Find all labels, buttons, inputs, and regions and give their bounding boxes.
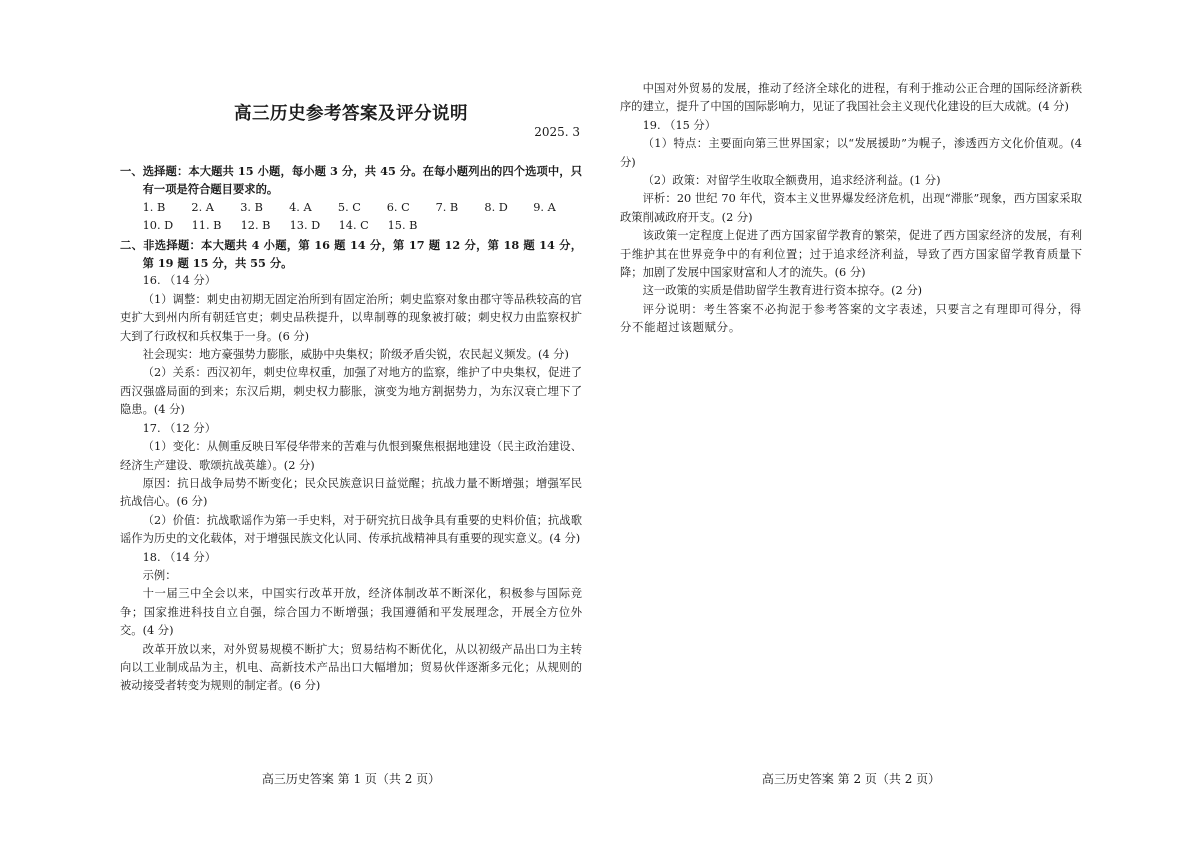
question-19-impact: 该政策一定程度上促进了西方国家留学教育的繁荣，促进了西方国家经济的发展，有利于维护其在世界竞争中的有利位置；过于追求经济利益，导致了西方国家留学教育质量下降；加剧了发展中国家财富和人才的流失。(6 分) (620, 229, 1082, 280)
mcq-answers-row-2 (120, 217, 582, 235)
mcq-answer: 3. B (240, 200, 263, 214)
question-19-part-1: （1）特点：主要面向第三世界国家；以“发展援助”为幌子，渗透西方文化价值观。(4 分) (620, 137, 1082, 169)
mcq-answer: 13. D (289, 219, 321, 233)
question-17-part-2: （2）价值：抗战歌谣作为第一手史料，对于研究抗日战争具有重要的史料价值；抗战歌谣作为历史的文化载体，对于增强民族文化认同、传承抗战精神具有重要的现实意义。(4 分) (120, 513, 582, 546)
question-18-conclusion: 中国对外贸易的发展，推动了经济全球化的进程，有利于推动公正合理的国际经济新秩序的建立，提升了中国的国际影响力，见证了我国社会主义现代化建设的巨大成就。(4 分) (620, 82, 1082, 114)
question-18-example-label: 示例： (142, 568, 177, 582)
mcq-answer: 15. B (387, 219, 418, 233)
question-18-heading: 18. （14 分） (142, 550, 217, 564)
question-18-paragraph-2: 改革开放以来，对外贸易规模不断扩大；贸易结构不断优化，从以初级产品出口为主转向以工业制成品为主，机电、高新技术产品出口大幅增加；贸易伙伴逐渐多元化；从规则的被动接受者转变为规则的制定者。(6 分) (120, 642, 582, 693)
page-footer-left: 高三历史答案 第 1 页（共 2 页） (261, 772, 441, 786)
mcq-answer: 12. B (240, 219, 271, 233)
mcq-answer: 2. A (191, 200, 214, 214)
left-page-body (120, 162, 582, 696)
mcq-answer: 10. D (142, 219, 174, 233)
question-16-heading: 16. （14 分） (142, 274, 217, 288)
right-page-body (620, 80, 1082, 338)
mcq-answers-row-1 (120, 199, 582, 217)
question-19-part-2: （2）政策：对留学生收取全额费用，追求经济利益。(1 分) (642, 174, 941, 188)
question-17-reasons: 原因：抗日战争局势不断变化；民众民族意识日益觉醒；抗战力量不断增强；增强军民抗战信心。(6 分) (120, 476, 582, 509)
question-19-evaluation: 评析：20 世纪 70 年代，资本主义世界爆发经济危机，出现“滞胀”现象，西方国家采取政策削减政府开支。(2 分) (620, 192, 1082, 224)
mcq-answer: 11. B (191, 219, 222, 233)
mcq-answer: 1. B (142, 200, 166, 214)
section-essay-heading: 二、非选择题：本大题共 4 小题，第 16 题 14 分，第 17 题 12 分，第 18 题 14 分，第 19 题 15 分，共 55 分。 (120, 237, 582, 271)
mcq-answer: 8. D (484, 200, 508, 214)
mcq-answer: 7. B (435, 200, 459, 214)
document-title: 高三历史参考答案及评分说明 (234, 104, 468, 124)
mcq-answer: 4. A (289, 200, 312, 214)
scoring-note: 评分说明：考生答案不必拘泥于参考答案的文字表述，只要言之有理即可得分，得分不能超过该题赋分。 (620, 302, 1082, 335)
mcq-answer: 5. C (337, 200, 361, 214)
question-17-heading: 17. （12 分） (142, 421, 217, 435)
question-19-essence: 这一政策的实质是借助留学生教育进行资本掠夺。(2 分) (642, 284, 923, 298)
mcq-answer: 6. C (386, 200, 410, 214)
mcq-answer: 9. A (533, 200, 556, 214)
question-18-paragraph-1: 十一届三中全会以来，中国实行改革开放，经济体制改革不断深化，积极参与国际竞争；国家推进科技自立自强，综合国力不断增强；我国遵循和平发展理念，开展全方位外交。(4 分) (120, 587, 582, 638)
document-date: 2025. 3 (534, 125, 580, 139)
page-footer-right: 高三历史答案 第 2 页（共 2 页） (761, 772, 941, 786)
question-16-social-reality: 社会现实：地方豪强势力膨胀，威胁中央集权；阶级矛盾尖锐，农民起义频发。(4 分) (142, 348, 569, 362)
question-16-part-2: （2）关系：西汉初年，刺史位卑权重，加强了对地方的监察，维护了中央集权，促进了西汉强盛局面的到来；东汉后期，刺史权力膨胀，演变为地方割据势力，为东汉衰亡埋下了隐患。(4 分) (120, 366, 582, 417)
question-16-part-1: （1）调整：刺史由初期无固定治所到有固定治所；刺史监察对象由郡守等品秩较高的官吏扩大到州内所有朝廷官吏；刺史品秩提升，以卑制尊的现象被打破；刺史权力由监察权扩大到了行政权和兵权集于一身。(6 分) (120, 292, 582, 343)
question-19-heading: 19. （15 分） (642, 118, 717, 132)
question-17-part-1: （1）变化：从侧重反映日军侵华带来的苦难与仇恨到聚焦根据地建设（民主政治建设、经济生产建设、歌颂抗战英雄）。(2 分) (120, 440, 582, 472)
section-choice-heading: 一、选择题：本大题共 15 小题，每小题 3 分，共 45 分。在每小题列出的四个选项中，只有一项是符合题目要求的。 (120, 164, 582, 197)
mcq-answer: 14. C (338, 219, 369, 233)
